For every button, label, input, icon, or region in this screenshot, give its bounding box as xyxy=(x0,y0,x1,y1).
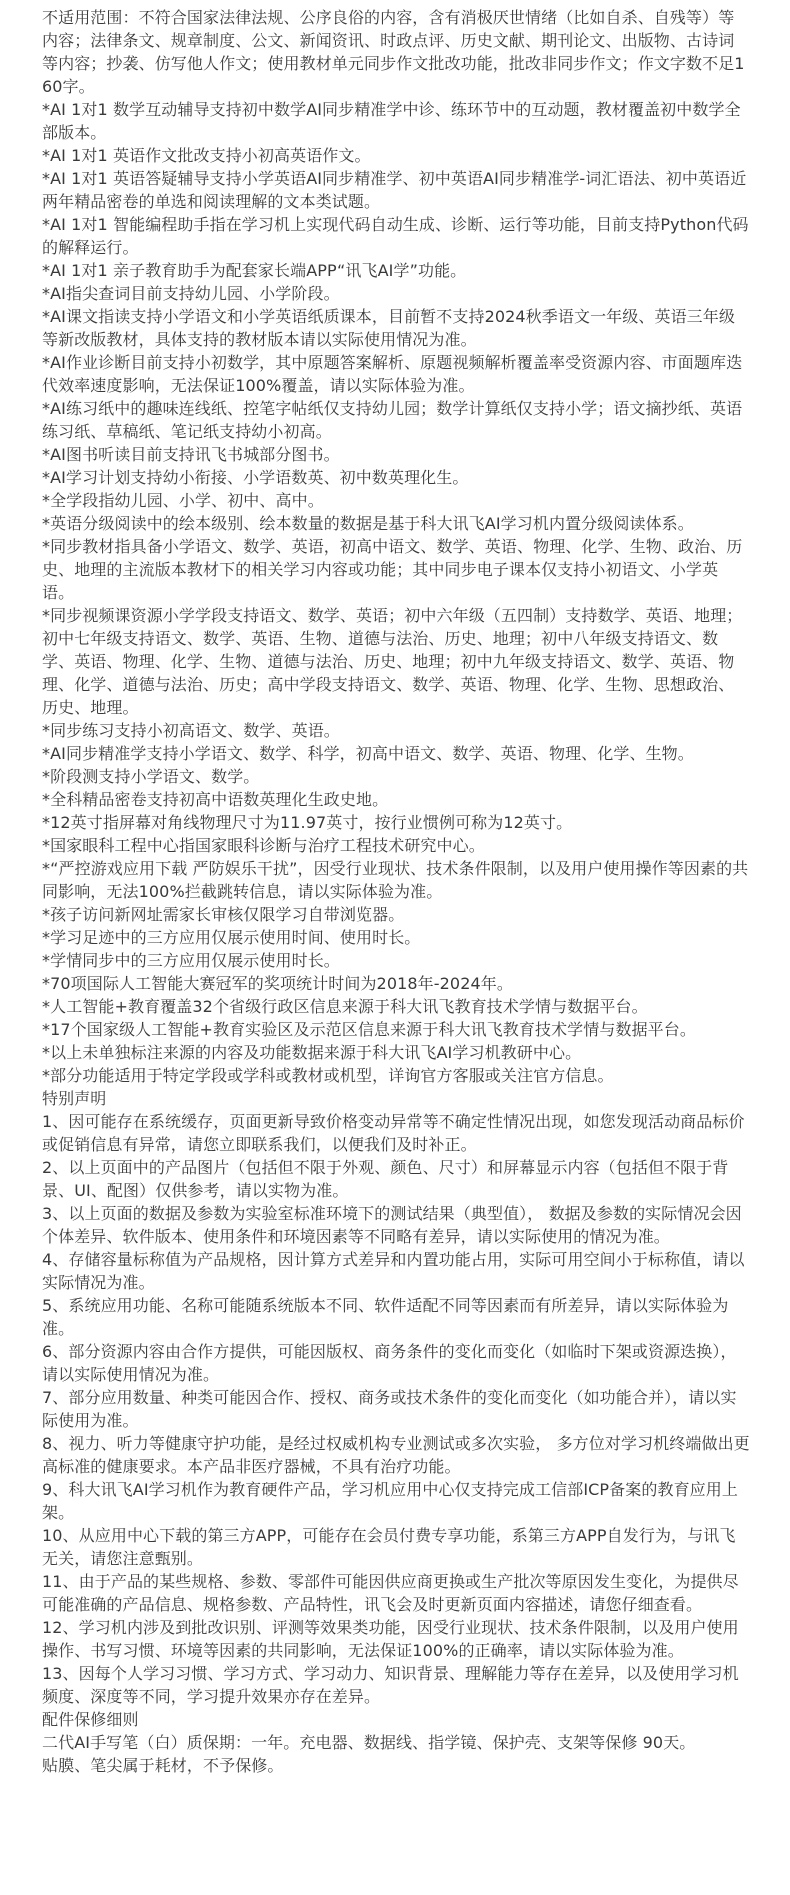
note-item: *AI指尖查词目前支持幼儿园、小学阶段。 xyxy=(42,284,340,303)
statement-item: 13、因每个人学习习惯、学习方式、学习动力、知识背景、理解能力等存在差异，以及使用学习机频度、深度等不同，学习提升效果亦存在差异。 xyxy=(42,1664,739,1706)
accessory-warranty-title: 配件保修细则 xyxy=(42,1710,139,1729)
note-item: *12英寸指屏幕对角线物理尺寸为11.97英寸，按行业惯例可称为12英寸。 xyxy=(42,813,573,832)
note-item: *同步视频课资源小学学段支持语文、数学、英语；初中六年级（五四制）支持数学、英语、地理；初中七年级支持语文、数学、英语、生物、道德与法治、历史、地理；初中八年级支持语文、数学、英语、物理、化学、生物、道德与法治、历史、地理；初中九年级支持语文、数学、英语、物理、化学、道德与法治、历史；高中学段支持语文、数学、英语、物理、化学、生物、思想政治、历史、地理。 xyxy=(42,606,743,717)
statement-item: 2、以上页面中的产品图片（包括但不限于外观、颜色、尺寸）和屏幕显示内容（包括但不限于背景、UI、配图）仅供参考，请以实物为准。 xyxy=(42,1158,729,1200)
warranty-item: 二代AI手写笔（白）质保期：一年。充电器、数据线、指学镜、保护壳、支架等保修 90天。 xyxy=(42,1733,696,1752)
statement-item: 11、由于产品的某些规格、参数、零部件可能因供应商更换或生产批次等原因发生变化，为提供尽可能准确的产品信息、规格参数、产品特性，讯飞会及时更新页面内容描述，请您仔细查看。 xyxy=(42,1572,739,1614)
note-item: *全科精品密卷支持初高中语数英理化生政史地。 xyxy=(42,790,389,809)
note-item: *AI练习纸中的趣味连线纸、控笔字帖纸仅支持幼儿园；数学计算纸仅支持小学；语文摘抄纸、英语练习纸、草稿纸、笔记纸支持幼小初高。 xyxy=(42,399,743,441)
statement-item: 6、部分资源内容由合作方提供，可能因版权、商务条件的变化而变化（如临时下架或资源迭换），请以实际使用情况为准。 xyxy=(42,1342,737,1384)
note-item: *阶段测支持小学语文、数学。 xyxy=(42,767,260,786)
note-item: *英语分级阅读中的绘本级别、绘本数量的数据是基于科大讯飞AI学习机内置分级阅读体系。 xyxy=(42,514,694,533)
page-bottom-spacer xyxy=(42,1777,750,1787)
note-item: *AI 1对1 数学互动辅导支持初中数学AI同步精准学中诊、练环节中的互动题，教材覆盖初中数学全部版本。 xyxy=(42,100,741,142)
note-item: *孩子访问新网址需家长审核仅限学习自带浏览器。 xyxy=(42,905,405,924)
feature-notes xyxy=(42,6,750,1087)
note-item: *AI课文指读支持小学语文和小学英语纸质课本，目前暂不支持2024秋季语文一年级、英语三年级等新改版教材，具体支持的教材版本请以实际使用情况为准。 xyxy=(42,307,735,349)
note-item: *以上未单独标注来源的内容及功能数据来源于科大讯飞AI学习机教研中心。 xyxy=(42,1043,582,1062)
note-item: *部分功能适用于特定学段或学科或教材或机型，详询官方客服或关注官方信息。 xyxy=(42,1066,614,1085)
statement-item: 7、部分应用数量、种类可能因合作、授权、商务或技术条件的变化而变化（如功能合并），请以实际使用为准。 xyxy=(42,1388,737,1430)
statement-item: 12、学习机内涉及到批改识别、评测等效果类功能，因受行业现状、技术条件限制，以及用户使用操作、书写习惯、环境等因素的共同影响，无法保证100%的正确率，请以实际体验为准。 xyxy=(42,1618,739,1660)
note-item: *学习足迹中的三方应用仅展示使用时间、使用时长。 xyxy=(42,928,421,947)
note-item: *AI 1对1 英语作文批改支持小初高英语作文。 xyxy=(42,146,371,165)
statement-item: 8、视力、听力等健康守护功能，是经过权威机构专业测试或多次实验， 多方位对学习机终端做出更高标准的健康要求。本产品非医疗器械，不具有治疗功能。 xyxy=(42,1434,750,1476)
note-item: *AI作业诊断目前支持小初数学，其中原题答案解析、原题视频解析覆盖率受资源内容、市面题库迭代效率速度影响，无法保证100%覆盖，请以实际体验为准。 xyxy=(42,353,743,395)
note-item: *AI 1对1 亲子教育助手为配套家长端APP“讯飞AI学”功能。 xyxy=(42,261,467,280)
note-item: 不适用范围：不符合国家法律法规、公序良俗的内容，含有消极厌世情绪（比如自杀、自残等）等内容；法律条文、规章制度、公文、新闻资讯、时政点评、历史文献、期刊论文、出版物、古诗词等内容；抄袭、仿写他人作文；使用教材单元同步作文批改功能，批改非同步作文；作文字数不足160字。 xyxy=(42,8,745,96)
warranty-item: 贴膜、笔尖属于耗材，不予保修。 xyxy=(42,1756,284,1775)
note-item: *AI学习计划支持幼小衔接、小学语数英、初中数英理化生。 xyxy=(42,468,469,487)
note-item: *AI 1对1 智能编程助手指在学习机上实现代码自动生成、诊断、运行等功能，目前支持Python代码的解释运行。 xyxy=(42,215,749,257)
note-item: *“严控游戏应用下载 严防娱乐干扰”，因受行业现状、技术条件限制，以及用户使用操作等因素的共同影响，无法100%拦截跳转信息，请以实际体验为准。 xyxy=(42,859,749,901)
statement-item: 3、以上页面的数据及参数为实验室标准环境下的测试结果（典型值）， 数据及参数的实际情况会因个体差异、软件版本、使用条件和环境因素等不同略有差异，请以实际使用的情况为准。 xyxy=(42,1204,742,1246)
note-item: *70项国际人工智能大赛冠军的奖项统计时间为2018年-2024年。 xyxy=(42,974,513,993)
note-item: *全学段指幼儿园、小学、初中、高中。 xyxy=(42,491,324,510)
note-item: *同步教材指具备小学语文、数学、英语，初高中语文、数学、英语、物理、化学、生物、政治、历史、地理的主流版本教材下的相关学习内容或功能；其中同步电子课本仅支持小初语文、小学英语。 xyxy=(42,537,743,602)
special-statement xyxy=(42,1087,750,1708)
note-item: *AI图书听读目前支持讯飞书城部分图书。 xyxy=(42,445,340,464)
statement-item: 1、因可能存在系统缓存，页面更新导致价格变动异常等不确定性情况出现，如您发现活动商品标价或促销信息有异常，请您立即联系我们，以便我们及时补正。 xyxy=(42,1112,745,1154)
special-statement-title: 特别声明 xyxy=(42,1089,107,1108)
note-item: *AI同步精准学支持小学语文、数学、科学，初高中语文、数学、英语、物理、化学、生物。 xyxy=(42,744,694,763)
accessory-warranty xyxy=(42,1708,750,1777)
note-item: *同步练习支持小初高语文、数学、英语。 xyxy=(42,721,340,740)
note-item: *国家眼科工程中心指国家眼科诊断与治疗工程技术研究中心。 xyxy=(42,836,485,855)
note-item: *人工智能+教育覆盖32个省级行政区信息来源于科大讯飞教育技术学情与数据平台。 xyxy=(42,997,648,1016)
statement-item: 9、科大讯飞AI学习机作为教育硬件产品，学习机应用中心仅支持完成工信部ICP备案的教育应用上架。 xyxy=(42,1480,738,1522)
note-item: *17个国家级人工智能+教育实验区及示范区信息来源于科大讯飞教育技术学情与数据平台。 xyxy=(42,1020,696,1039)
note-item: *学情同步中的三方应用仅展示使用时长。 xyxy=(42,951,340,970)
statement-item: 5、系统应用功能、名称可能随系统版本不同、软件适配不同等因素而有所差异，请以实际体验为准。 xyxy=(42,1296,729,1338)
note-item: *AI 1对1 英语答疑辅导支持小学英语AI同步精准学、初中英语AI同步精准学-词汇语法、初中英语近两年精品密卷的单选和阅读理解的文本类试题。 xyxy=(42,169,747,211)
statement-item: 4、存储容量标称值为产品规格，因计算方式差异和内置功能占用，实际可用空间小于标称值，请以实际情况为准。 xyxy=(42,1250,745,1292)
statement-item: 10、从应用中心下载的第三方APP，可能存在会员付费专享功能，系第三方APP自发行为，与讯飞无关，请您注意甄别。 xyxy=(42,1526,736,1568)
